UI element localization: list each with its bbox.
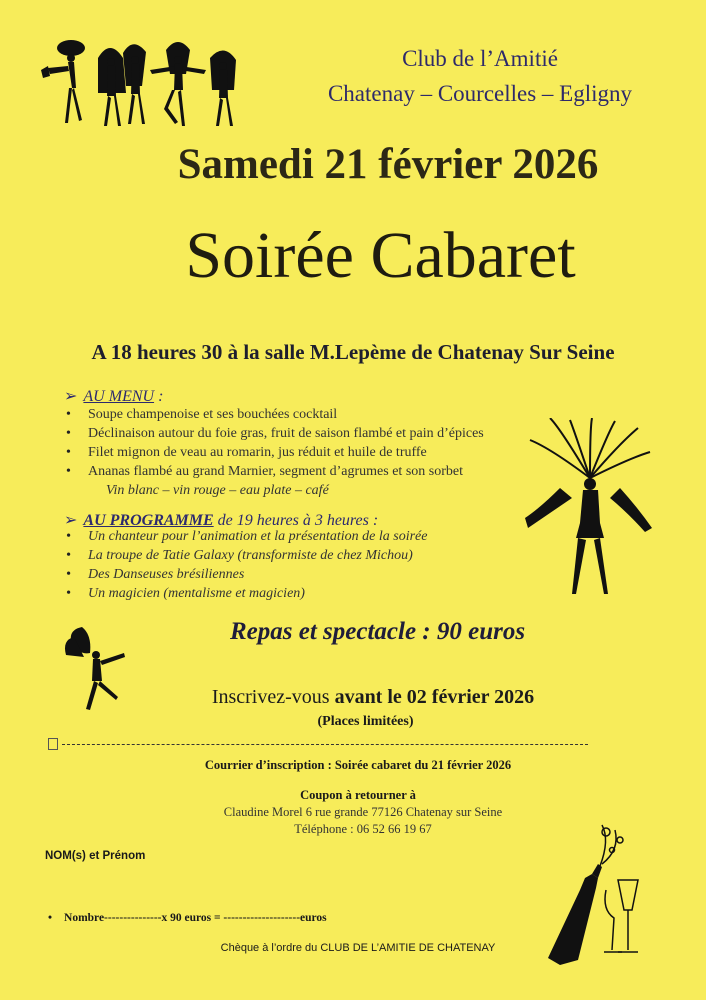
list-item: • Des Danseuses brésiliennes [66,565,427,584]
list-item: • La troupe de Tatie Galaxy (transformiste de chez Michou) [66,546,427,565]
scissors-box-icon [48,738,58,750]
dancers-silhouettes-icon [38,38,248,133]
price-text: Repas et spectacle : 90 euros [230,618,526,645]
coupon-phone: Téléphone : 06 52 66 19 67 [294,822,432,836]
name-field-label: NOM(s) et Prénom [45,850,146,862]
cut-line [48,738,588,750]
programme-heading: ➢ AU PROGRAMME de 19 heures à 3 heures : [64,512,379,529]
cheque-line: Chèque à l’ordre du CLUB DE L’AMITIE DE CHATENAY [220,942,496,954]
drinks-line: Vin blanc – vin rouge – eau plate – café [106,483,329,498]
club-name: Club de l’Amitié [402,46,558,71]
feather-dancer-icon [520,418,660,598]
list-item: • Un chanteur pour l’animation et la présentation de la soirée [66,527,427,546]
places-limited: (Places limitées) [317,714,414,729]
count-field: • Nombre---------------x 90 euros = --------------------euros [48,912,327,924]
menu-heading: ➢ AU MENU : [64,388,164,405]
coupon-address: Claudine Morel 6 rue grande 77126 Chatenay sur Seine [223,805,503,819]
list-item: • Un magicien (mentalisme et magicien) [66,584,427,603]
event-title: Soirée Cabaret [185,219,576,292]
arrow-bullet-icon: ➢ [64,388,78,405]
club-towns: Chatenay – Courcelles – Egligny [327,81,633,106]
list-item: • Soupe champenoise et ses bouchées cocktail [66,405,484,424]
bullet-icon: • [48,912,53,924]
event-date: Samedi 21 février 2026 [177,141,599,188]
event-venue: A 18 heures 30 à la salle M.Lepème de Chatenay Sur Seine [91,340,615,364]
list-item: • Ananas flambé au grand Marnier, segment d’agrumes et son sorbet [66,462,484,481]
programme-list [66,527,427,603]
list-item: • Filet mignon de veau au romarin, jus réduit et huile de truffe [66,443,484,462]
list-item: • Déclinaison autour du foie gras, fruit de saison flambé et pain d’épices [66,424,484,443]
dashed-divider [62,744,588,745]
menu-list [66,405,484,500]
arrow-bullet-icon: ➢ [64,512,78,529]
registration-line: Inscrivez-vous avant le 02 février 2026 [211,686,535,708]
courrier-heading: Courrier d’inscription : Soirée cabaret du 21 février 2026 [204,758,512,772]
coupon-return-label: Coupon à retourner à [300,788,416,802]
